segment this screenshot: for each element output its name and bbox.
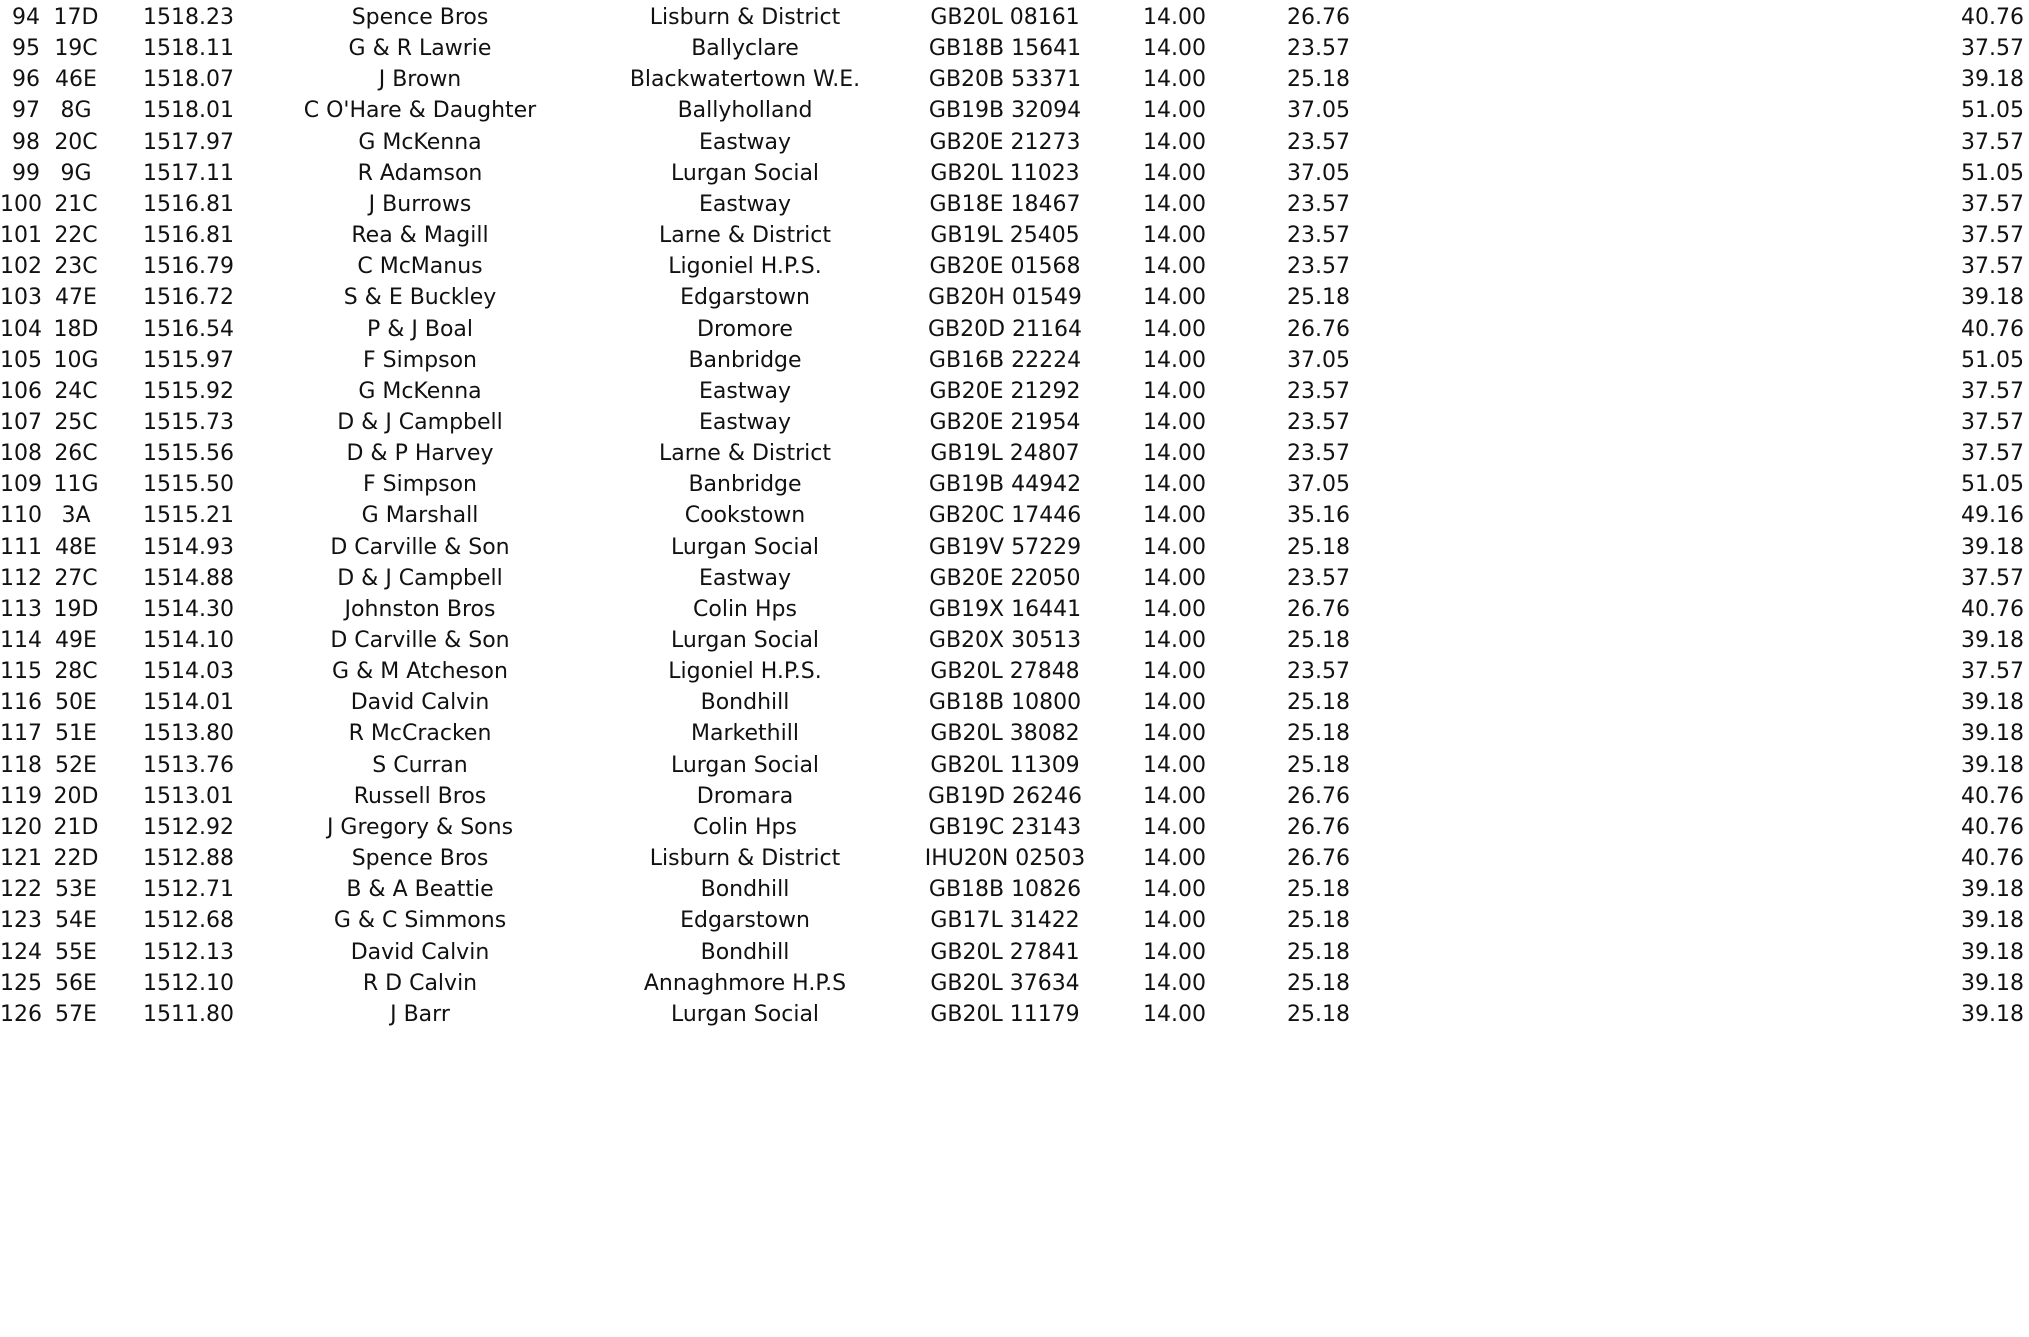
- position-cell: 126: [0, 1001, 42, 1027]
- position-cell: 117: [0, 721, 42, 747]
- velocity-cell: 1515.21: [143, 503, 234, 529]
- fancier-name-cell: D & J Campbell: [337, 409, 503, 435]
- entry-fee-cell: 14.00: [1143, 223, 1206, 249]
- ring-code-cell: 22D: [53, 846, 99, 872]
- club-name-cell: Lurgan Social: [670, 160, 820, 186]
- club-name-cell: Ligoniel H.P.S.: [668, 254, 822, 280]
- entry-fee-cell: 14.00: [1143, 472, 1206, 498]
- position-cell: 102: [0, 254, 42, 280]
- fancier-name-cell: G & C Simmons: [333, 908, 507, 934]
- ring-number-cell: GB19D 26246: [927, 783, 1083, 809]
- ring-code-cell: 55E: [55, 939, 97, 965]
- total-cell: 40.76: [1961, 783, 2024, 809]
- club-name-cell: Edgarstown: [680, 285, 810, 311]
- total-cell: 51.05: [1961, 472, 2024, 498]
- club-name-cell: Ligoniel H.P.S.: [668, 659, 822, 685]
- fancier-name-cell: G McKenna: [358, 129, 482, 155]
- prize-cell: 26.76: [1287, 596, 1350, 622]
- entry-fee-cell: 14.00: [1143, 846, 1206, 872]
- position-cell: 125: [0, 970, 42, 996]
- prize-cell: 37.05: [1287, 347, 1350, 373]
- ring-number-cell: GB20C 17446: [928, 503, 1082, 529]
- entry-fee-cell: 14.00: [1143, 596, 1206, 622]
- velocity-cell: 1512.68: [143, 908, 234, 934]
- ring-code-cell: 19C: [54, 36, 98, 62]
- position-cell: 121: [0, 846, 42, 872]
- entry-fee-cell: 14.00: [1143, 36, 1206, 62]
- fancier-name-cell: R Adamson: [357, 160, 483, 186]
- ring-code-cell: 10G: [53, 347, 99, 373]
- position-cell: 111: [0, 534, 42, 560]
- velocity-cell: 1512.71: [143, 877, 234, 903]
- entry-fee-cell: 14.00: [1143, 877, 1206, 903]
- ring-number-cell: GB19B 32094: [928, 98, 1082, 124]
- prize-cell: 26.76: [1287, 5, 1350, 30]
- position-cell: 124: [0, 939, 42, 965]
- fancier-name-cell: R McCracken: [348, 721, 492, 747]
- entry-fee-cell: 14.00: [1143, 67, 1206, 93]
- total-cell: 39.18: [1961, 970, 2024, 996]
- entry-fee-cell: 14.00: [1143, 254, 1206, 280]
- fancier-name-cell: D & J Campbell: [337, 565, 503, 591]
- ring-number-cell: GB20B 53371: [928, 67, 1082, 93]
- ring-code-cell: 56E: [55, 970, 97, 996]
- prize-cell: 23.57: [1287, 441, 1350, 467]
- entry-fee-cell: 14.00: [1143, 659, 1206, 685]
- entry-fee-cell: 14.00: [1143, 908, 1206, 934]
- club-name-cell: Cookstown: [684, 503, 806, 529]
- club-name-cell: Lurgan Social: [670, 628, 820, 653]
- club-name-cell: Dromore: [697, 316, 793, 342]
- total-cell: 37.57: [1961, 565, 2024, 591]
- total-cell: 40.76: [1961, 814, 2024, 840]
- ring-number-cell: GB19C 23143: [928, 814, 1082, 840]
- entry-fee-cell: 14.00: [1143, 939, 1206, 965]
- entry-fee-cell: 14.00: [1143, 534, 1206, 560]
- prize-cell: 23.57: [1287, 659, 1350, 685]
- prize-cell: 37.05: [1287, 160, 1350, 186]
- ring-code-cell: 53E: [55, 877, 97, 903]
- club-name-cell: Eastway: [699, 129, 791, 155]
- prize-cell: 23.57: [1287, 191, 1350, 217]
- entry-fee-cell: 14.00: [1143, 1001, 1206, 1027]
- table-row: [0, 995, 2029, 1035]
- prize-cell: 25.18: [1287, 285, 1350, 311]
- ring-number-cell: GB18E 18467: [929, 191, 1081, 217]
- total-cell: 51.05: [1961, 98, 2024, 124]
- prize-cell: 23.57: [1287, 378, 1350, 404]
- velocity-cell: 1517.11: [143, 160, 234, 186]
- ring-code-cell: 24C: [54, 378, 98, 404]
- velocity-cell: 1514.03: [143, 659, 234, 685]
- ring-code-cell: 52E: [55, 752, 97, 778]
- velocity-cell: 1516.81: [143, 223, 234, 249]
- ring-code-cell: 49E: [55, 628, 97, 653]
- ring-number-cell: GB19L 24807: [930, 441, 1080, 467]
- fancier-name-cell: J Gregory & Sons: [326, 814, 514, 840]
- ring-code-cell: 47E: [55, 285, 97, 311]
- fancier-name-cell: Johnston Bros: [344, 596, 496, 622]
- total-cell: 40.76: [1961, 316, 2024, 342]
- total-cell: 37.57: [1961, 191, 2024, 217]
- ring-number-cell: GB18B 10826: [928, 877, 1082, 903]
- ring-code-cell: 3A: [61, 503, 91, 529]
- ring-code-cell: 9G: [60, 160, 92, 186]
- velocity-cell: 1511.80: [143, 1001, 234, 1027]
- position-cell: 98: [12, 129, 40, 155]
- velocity-cell: 1512.10: [143, 970, 234, 996]
- position-cell: 97: [12, 98, 40, 124]
- fancier-name-cell: B & A Beattie: [346, 877, 494, 903]
- fancier-name-cell: G Marshall: [361, 503, 479, 529]
- velocity-cell: 1513.80: [143, 721, 234, 747]
- club-name-cell: Bondhill: [700, 877, 790, 903]
- entry-fee-cell: 14.00: [1143, 409, 1206, 435]
- total-cell: 40.76: [1961, 596, 2024, 622]
- ring-number-cell: GB20E 21273: [929, 129, 1081, 155]
- position-cell: 114: [0, 628, 42, 653]
- club-name-cell: Colin Hps: [693, 814, 797, 840]
- position-cell: 101: [0, 223, 42, 249]
- ring-code-cell: 25C: [54, 409, 98, 435]
- total-cell: 37.57: [1961, 409, 2024, 435]
- ring-number-cell: GB20E 21954: [929, 409, 1081, 435]
- ring-code-cell: 19D: [53, 596, 99, 622]
- fancier-name-cell: J Brown: [378, 67, 462, 93]
- fancier-name-cell: D & P Harvey: [346, 441, 494, 467]
- prize-cell: 26.76: [1287, 846, 1350, 872]
- ring-code-cell: 46E: [55, 67, 97, 93]
- prize-cell: 26.76: [1287, 814, 1350, 840]
- total-cell: 37.57: [1961, 223, 2024, 249]
- ring-code-cell: 8G: [60, 98, 92, 124]
- prize-cell: 37.05: [1287, 472, 1350, 498]
- ring-code-cell: 28C: [54, 659, 98, 685]
- total-cell: 40.76: [1961, 5, 2024, 30]
- position-cell: 113: [0, 596, 42, 622]
- velocity-cell: 1515.56: [143, 441, 234, 467]
- position-cell: 99: [12, 160, 40, 186]
- ring-code-cell: 51E: [55, 721, 97, 747]
- position-cell: 104: [0, 316, 42, 342]
- velocity-cell: 1516.81: [143, 191, 234, 217]
- fancier-name-cell: S & E Buckley: [343, 285, 497, 311]
- entry-fee-cell: 14.00: [1143, 129, 1206, 155]
- prize-cell: 25.18: [1287, 690, 1350, 716]
- velocity-cell: 1518.11: [143, 36, 234, 62]
- ring-number-cell: GB20D 21164: [927, 316, 1083, 342]
- prize-cell: 25.18: [1287, 721, 1350, 747]
- prize-cell: 25.18: [1287, 877, 1350, 903]
- velocity-cell: 1515.73: [143, 409, 234, 435]
- total-cell: 39.18: [1961, 690, 2024, 716]
- position-cell: 95: [12, 36, 40, 62]
- total-cell: 37.57: [1961, 254, 2024, 280]
- ring-number-cell: GB19V 57229: [928, 534, 1082, 560]
- ring-code-cell: 20D: [53, 783, 99, 809]
- club-name-cell: Lisburn & District: [649, 5, 841, 30]
- entry-fee-cell: 14.00: [1143, 970, 1206, 996]
- ring-number-cell: GB20L 11023: [930, 160, 1080, 186]
- entry-fee-cell: 14.00: [1143, 98, 1206, 124]
- total-cell: 39.18: [1961, 939, 2024, 965]
- velocity-cell: 1515.97: [143, 347, 234, 373]
- velocity-cell: 1514.93: [143, 534, 234, 560]
- club-name-cell: Markethill: [691, 721, 799, 747]
- ring-number-cell: GB20L 38082: [930, 721, 1080, 747]
- prize-cell: 26.76: [1287, 783, 1350, 809]
- club-name-cell: Lisburn & District: [649, 846, 841, 872]
- ring-number-cell: GB20L 27841: [930, 939, 1080, 965]
- club-name-cell: Banbridge: [688, 472, 802, 498]
- prize-cell: 25.18: [1287, 1001, 1350, 1027]
- position-cell: 116: [0, 690, 42, 716]
- velocity-cell: 1518.23: [143, 5, 234, 30]
- club-name-cell: Lurgan Social: [670, 752, 820, 778]
- ring-code-cell: 54E: [55, 908, 97, 934]
- fancier-name-cell: David Calvin: [350, 690, 490, 716]
- fancier-name-cell: F Simpson: [363, 347, 477, 373]
- total-cell: 37.57: [1961, 129, 2024, 155]
- entry-fee-cell: 14.00: [1143, 721, 1206, 747]
- velocity-cell: 1515.92: [143, 378, 234, 404]
- entry-fee-cell: 14.00: [1143, 378, 1206, 404]
- fancier-name-cell: J Burrows: [368, 191, 472, 217]
- position-cell: 110: [0, 503, 42, 529]
- ring-code-cell: 27C: [54, 565, 98, 591]
- velocity-cell: 1512.92: [143, 814, 234, 840]
- total-cell: 39.18: [1961, 752, 2024, 778]
- ring-number-cell: GB20L 37634: [930, 970, 1080, 996]
- club-name-cell: Banbridge: [688, 347, 802, 373]
- total-cell: 39.18: [1961, 721, 2024, 747]
- velocity-cell: 1514.30: [143, 596, 234, 622]
- fancier-name-cell: D Carville & Son: [330, 534, 510, 560]
- position-cell: 123: [0, 908, 42, 934]
- velocity-cell: 1516.79: [143, 254, 234, 280]
- ring-number-cell: GB17L 31422: [930, 908, 1080, 934]
- position-cell: 108: [0, 441, 42, 467]
- prize-cell: 23.57: [1287, 254, 1350, 280]
- fancier-name-cell: C McManus: [357, 254, 483, 280]
- club-name-cell: Ballyclare: [691, 36, 799, 62]
- prize-cell: 25.18: [1287, 67, 1350, 93]
- position-cell: 107: [0, 409, 42, 435]
- club-name-cell: Larne & District: [658, 441, 832, 467]
- club-name-cell: Eastway: [699, 378, 791, 404]
- ring-code-cell: 50E: [55, 690, 97, 716]
- total-cell: 39.18: [1961, 908, 2024, 934]
- position-cell: 118: [0, 752, 42, 778]
- position-cell: 96: [12, 67, 40, 93]
- ring-number-cell: GB19B 44942: [928, 472, 1082, 498]
- ring-code-cell: 17D: [53, 5, 99, 30]
- ring-code-cell: 18D: [53, 316, 99, 342]
- position-cell: 119: [0, 783, 42, 809]
- prize-cell: 25.18: [1287, 970, 1350, 996]
- ring-number-cell: GB20E 01568: [929, 254, 1081, 280]
- fancier-name-cell: Russell Bros: [353, 783, 487, 809]
- ring-number-cell: GB19L 25405: [930, 223, 1080, 249]
- club-name-cell: Annaghmore H.P.S: [643, 970, 847, 996]
- ring-number-cell: GB20L 11309: [930, 752, 1080, 778]
- entry-fee-cell: 14.00: [1143, 503, 1206, 529]
- velocity-cell: 1518.07: [143, 67, 234, 93]
- ring-code-cell: 57E: [55, 1001, 97, 1027]
- position-cell: 120: [0, 814, 42, 840]
- ring-number-cell: GB19X 16441: [928, 596, 1082, 622]
- club-name-cell: Ballyholland: [677, 98, 813, 124]
- ring-number-cell: GB20E 21292: [929, 378, 1081, 404]
- total-cell: 39.18: [1961, 67, 2024, 93]
- club-name-cell: Eastway: [699, 565, 791, 591]
- position-cell: 122: [0, 877, 42, 903]
- club-name-cell: Larne & District: [658, 223, 832, 249]
- ring-number-cell: GB20X 30513: [928, 628, 1082, 653]
- position-cell: 94: [12, 5, 40, 30]
- position-cell: 115: [0, 659, 42, 685]
- entry-fee-cell: 14.00: [1143, 347, 1206, 373]
- total-cell: 39.18: [1961, 285, 2024, 311]
- prize-cell: 26.76: [1287, 316, 1350, 342]
- club-name-cell: Blackwatertown W.E.: [629, 67, 861, 93]
- ring-number-cell: GB20L 08161: [930, 5, 1080, 30]
- velocity-cell: 1514.88: [143, 565, 234, 591]
- total-cell: 40.76: [1961, 846, 2024, 872]
- prize-cell: 35.16: [1287, 503, 1350, 529]
- ring-code-cell: 11G: [53, 472, 99, 498]
- entry-fee-cell: 14.00: [1143, 752, 1206, 778]
- fancier-name-cell: Spence Bros: [351, 846, 489, 872]
- velocity-cell: 1514.10: [143, 628, 234, 653]
- fancier-name-cell: C O'Hare & Daughter: [303, 98, 537, 124]
- position-cell: 103: [0, 285, 42, 311]
- ring-number-cell: GB20L 27848: [930, 659, 1080, 685]
- ring-code-cell: 21D: [53, 814, 99, 840]
- ring-number-cell: GB18B 10800: [928, 690, 1082, 716]
- velocity-cell: 1515.50: [143, 472, 234, 498]
- velocity-cell: 1516.54: [143, 316, 234, 342]
- fancier-name-cell: S Curran: [372, 752, 468, 778]
- club-name-cell: Lurgan Social: [670, 1001, 820, 1027]
- fancier-name-cell: David Calvin: [350, 939, 490, 965]
- total-cell: 39.18: [1961, 877, 2024, 903]
- ring-number-cell: IHU20N 02503: [924, 846, 1086, 872]
- total-cell: 49.16: [1961, 503, 2024, 529]
- total-cell: 37.57: [1961, 378, 2024, 404]
- total-cell: 39.18: [1961, 534, 2024, 560]
- prize-cell: 25.18: [1287, 939, 1350, 965]
- club-name-cell: Edgarstown: [680, 908, 810, 934]
- club-name-cell: Eastway: [699, 191, 791, 217]
- club-name-cell: Lurgan Social: [670, 534, 820, 560]
- total-cell: 39.18: [1961, 1001, 2024, 1027]
- prize-cell: 25.18: [1287, 908, 1350, 934]
- velocity-cell: 1513.01: [143, 783, 234, 809]
- prize-cell: 25.18: [1287, 534, 1350, 560]
- prize-cell: 23.57: [1287, 565, 1350, 591]
- fancier-name-cell: P & J Boal: [366, 316, 474, 342]
- club-name-cell: Dromara: [696, 783, 794, 809]
- velocity-cell: 1518.01: [143, 98, 234, 124]
- club-name-cell: Bondhill: [700, 690, 790, 716]
- entry-fee-cell: 14.00: [1143, 191, 1206, 217]
- entry-fee-cell: 14.00: [1143, 285, 1206, 311]
- ring-number-cell: GB20E 22050: [929, 565, 1081, 591]
- fancier-name-cell: Spence Bros: [351, 5, 489, 30]
- prize-cell: 37.05: [1287, 98, 1350, 124]
- entry-fee-cell: 14.00: [1143, 783, 1206, 809]
- total-cell: 37.57: [1961, 659, 2024, 685]
- fancier-name-cell: Rea & Magill: [351, 223, 489, 249]
- club-name-cell: Eastway: [699, 409, 791, 435]
- position-cell: 112: [0, 565, 42, 591]
- velocity-cell: 1513.76: [143, 752, 234, 778]
- prize-cell: 23.57: [1287, 36, 1350, 62]
- total-cell: 39.18: [1961, 628, 2024, 653]
- ring-code-cell: 20C: [54, 129, 98, 155]
- fancier-name-cell: F Simpson: [363, 472, 477, 498]
- fancier-name-cell: G & R Lawrie: [348, 36, 492, 62]
- total-cell: 37.57: [1961, 441, 2024, 467]
- fancier-name-cell: J Barr: [390, 1001, 450, 1027]
- entry-fee-cell: 14.00: [1143, 814, 1206, 840]
- ring-code-cell: 26C: [54, 441, 98, 467]
- velocity-cell: 1516.72: [143, 285, 234, 311]
- club-name-cell: Bondhill: [700, 939, 790, 965]
- ring-number-cell: GB20H 01549: [928, 285, 1082, 311]
- position-cell: 109: [0, 472, 42, 498]
- prize-cell: 23.57: [1287, 223, 1350, 249]
- position-cell: 100: [0, 191, 42, 217]
- entry-fee-cell: 14.00: [1143, 628, 1206, 653]
- prize-cell: 23.57: [1287, 409, 1350, 435]
- ring-number-cell: GB20L 11179: [930, 1001, 1080, 1027]
- entry-fee-cell: 14.00: [1143, 5, 1206, 30]
- prize-cell: 25.18: [1287, 628, 1350, 653]
- ring-code-cell: 22C: [54, 223, 98, 249]
- ring-code-cell: 21C: [54, 191, 98, 217]
- ring-code-cell: 48E: [55, 534, 97, 560]
- prize-cell: 23.57: [1287, 129, 1350, 155]
- total-cell: 51.05: [1961, 160, 2024, 186]
- velocity-cell: 1512.13: [143, 939, 234, 965]
- total-cell: 37.57: [1961, 36, 2024, 62]
- velocity-cell: 1514.01: [143, 690, 234, 716]
- prize-cell: 25.18: [1287, 752, 1350, 778]
- entry-fee-cell: 14.00: [1143, 690, 1206, 716]
- position-cell: 105: [0, 347, 42, 373]
- fancier-name-cell: G & M Atcheson: [332, 659, 508, 685]
- entry-fee-cell: 14.00: [1143, 441, 1206, 467]
- ring-code-cell: 23C: [54, 254, 98, 280]
- position-cell: 106: [0, 378, 42, 404]
- club-name-cell: Colin Hps: [693, 596, 797, 622]
- velocity-cell: 1517.97: [143, 129, 234, 155]
- ring-number-cell: GB16B 22224: [928, 347, 1082, 373]
- entry-fee-cell: 14.00: [1143, 316, 1206, 342]
- entry-fee-cell: 14.00: [1143, 160, 1206, 186]
- fancier-name-cell: R D Calvin: [362, 970, 478, 996]
- velocity-cell: 1512.88: [143, 846, 234, 872]
- fancier-name-cell: G McKenna: [358, 378, 482, 404]
- total-cell: 51.05: [1961, 347, 2024, 373]
- entry-fee-cell: 14.00: [1143, 565, 1206, 591]
- fancier-name-cell: D Carville & Son: [330, 628, 510, 653]
- ring-number-cell: GB18B 15641: [928, 36, 1082, 62]
